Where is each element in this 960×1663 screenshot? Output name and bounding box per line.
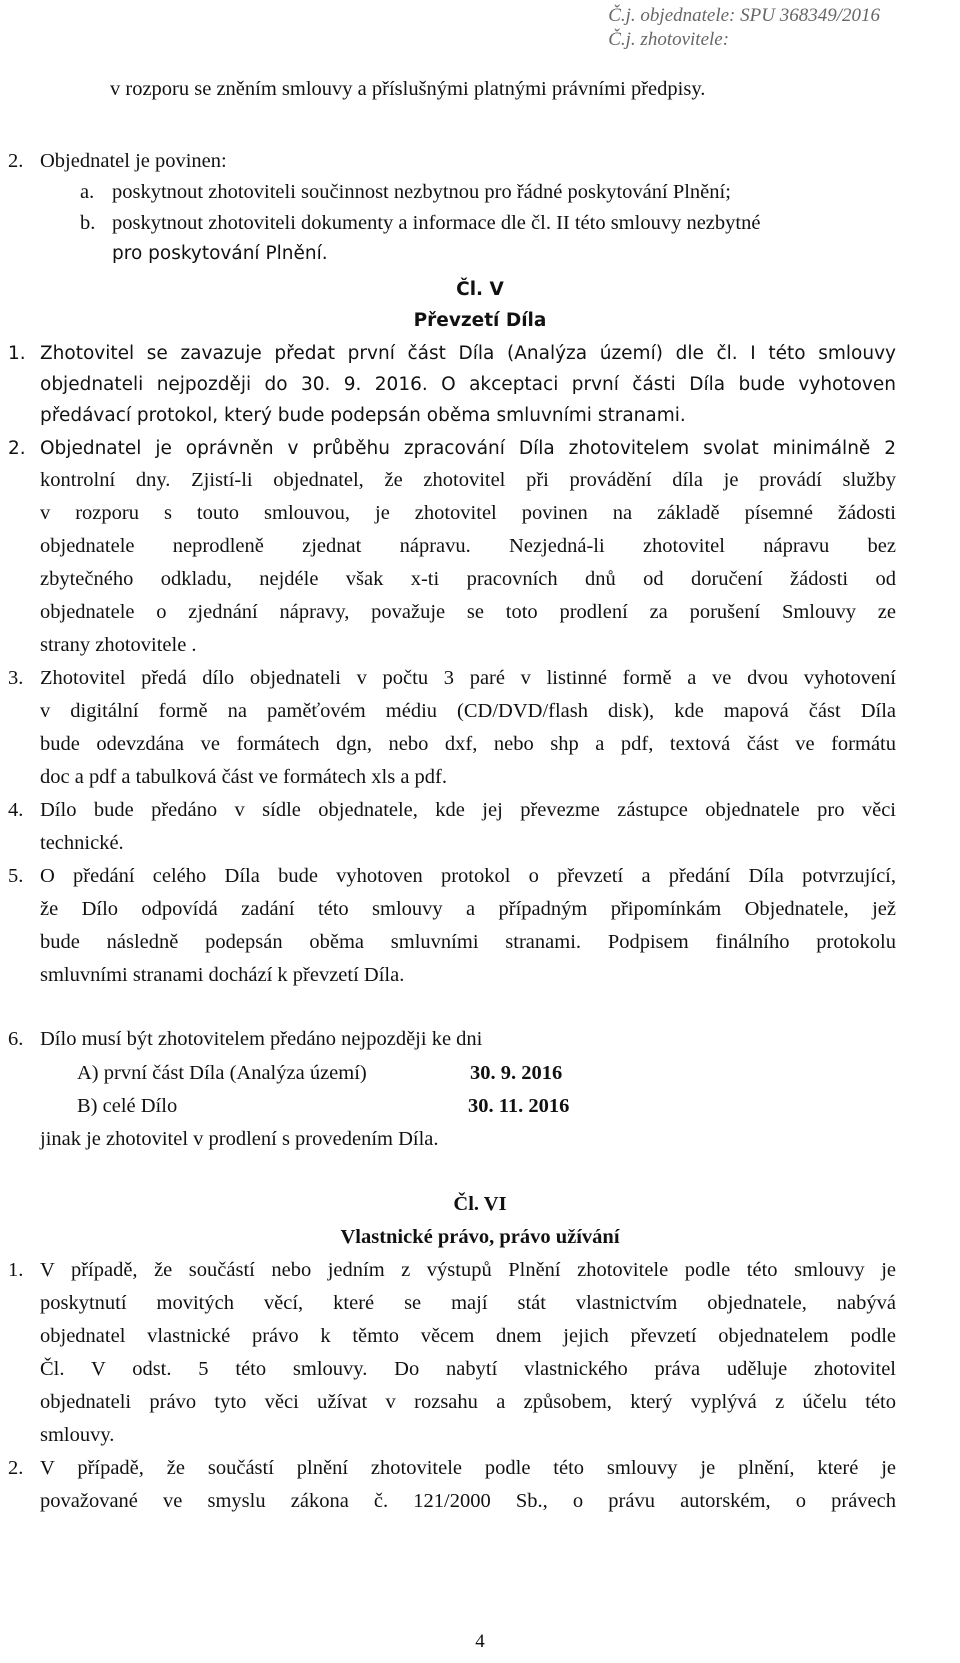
text-line: objednatele o zjednání nápravy, považuje se toto prodlení za porušení Smlouvy ze [40, 601, 896, 623]
article-heading: Čl. V [456, 279, 504, 300]
item-number: 2. [8, 1457, 24, 1479]
text-line: v rozporu se zněním smlouvy a příslušnými platnými právními předpisy. [110, 78, 706, 100]
text-line: Objednatel je oprávněn v průběhu zpracování Díla zhotovitelem svolat minimálně 2 [40, 438, 896, 459]
article-title: Vlastnické právo, právo užívání [340, 1226, 620, 1248]
text-line: Dílo musí být zhotovitelem předáno nejpozději ke dni [40, 1028, 483, 1050]
text-line: v digitální formě na paměťovém médiu (CD/DVD/flash disk), kde mapová část Díla [40, 700, 896, 722]
item-letter: b. [80, 212, 96, 234]
text-line: poskytnout zhotoviteli dokumenty a informace dle čl. II této smlouvy nezbytné [112, 212, 761, 234]
item-letter: a. [80, 181, 95, 203]
item-number: 1. [8, 343, 26, 364]
deadline-date-b: 30. 11. 2016 [468, 1095, 570, 1117]
text-line: Čl. V odst. 5 této smlouvy. Do nabytí vlastnického práva uděluje zhotovitel [40, 1358, 896, 1380]
page-number: 4 [475, 1631, 485, 1652]
item-number: 4. [8, 799, 24, 821]
text-line: jinak je zhotovitel v prodlení s provedením Díla. [40, 1128, 439, 1150]
text-line: poskytnutí movitých věcí, které se mají stát vlastnictvím objednatele, nabývá [40, 1292, 896, 1314]
text-line: že Dílo odpovídá zadání této smlouvy a případným připomínkám Objednatele, jež [40, 898, 896, 920]
text-line: objednateli právo tyto věci užívat v rozsahu a způsobem, který vyplývá z účelu této [40, 1391, 896, 1413]
item-number: 3. [8, 667, 24, 689]
text-line: kontrolní dny. Zjistí-li objednatel, že zhotovitel při provádění díla je provádí služby [40, 469, 896, 491]
text-line: O předání celého Díla bude vyhotoven protokol o převzetí a předání Díla potvrzující, [40, 865, 896, 887]
text-line: smlouvy. [40, 1424, 115, 1446]
article-title: Převzetí Díla [413, 310, 547, 331]
text-line: v rozporu s touto smlouvou, je zhotovitel povinen na základě písemné žádosti [40, 502, 896, 524]
text-line: pro poskytování Plnění. [112, 243, 328, 264]
text-line: technické. [40, 832, 124, 854]
text-line: Dílo bude předáno v sídle objednatele, kde jej převezme zástupce objednatele pro věci [40, 799, 896, 821]
text-line: bude následně podepsán oběma smluvními stranami. Podpisem finálního protokolu [40, 931, 896, 953]
header-line-1: Č.j. objednatele: SPU 368349/2016 [608, 5, 880, 26]
reference-header [608, 4, 880, 52]
text-line: Zhotovitel se zavazuje předat první část Díla (Analýza území) dle čl. I této smlouvy [40, 343, 896, 364]
item-number: 2. [8, 438, 26, 459]
deadline-label-b: B) celé Dílo [77, 1095, 178, 1117]
text-line: objednatel vlastnické právo k těmto věcem dnem jejich převzetí objednatelem podle [40, 1325, 896, 1347]
text-line: poskytnout zhotoviteli součinnost nezbytnou pro řádné poskytování Plnění; [112, 181, 731, 203]
text-line: zbytečného odkladu, nejdéle však x-ti pracovních dnů od doručení žádosti od [40, 568, 896, 590]
deadline-label-a: A) první část Díla (Analýza území) [77, 1062, 367, 1084]
text-line: Objednatel je povinen: [40, 150, 227, 172]
text-line: smluvními stranami dochází k převzetí Díla. [40, 964, 405, 986]
text-line: předávací protokol, který bude podepsán oběma smluvními stranami. [40, 405, 686, 426]
item-number: 6. [8, 1028, 24, 1050]
item-number: 5. [8, 865, 24, 887]
text-line: Zhotovitel předá dílo objednateli v počtu 3 paré v listinné formě a ve dvou vyhotovení [40, 667, 896, 689]
text-line: považované ve smyslu zákona č. 121/2000 Sb., o právu autorském, o právech [40, 1490, 896, 1512]
header-line-2: Č.j. zhotovitele: [608, 29, 730, 50]
text-line: strany zhotovitele . [40, 634, 197, 656]
item-number: 1. [8, 1259, 24, 1281]
text-line: objednateli nejpozději do 30. 9. 2016. O akceptaci první části Díla bude vyhotoven [40, 374, 896, 395]
text-line: objednatele neprodleně zjednat nápravu. Nezjedná-li zhotovitel nápravu bez [40, 535, 896, 557]
deadline-date-a: 30. 9. 2016 [470, 1062, 563, 1084]
text-line: bude odevzdána ve formátech dgn, nebo dxf, nebo shp a pdf, textová část ve formátu [40, 733, 896, 755]
text-line: V případě, že součástí plnění zhotovitele podle této smlouvy je plnění, které je [40, 1457, 896, 1479]
article-heading: Čl. VI [453, 1193, 507, 1215]
item-number: 2. [8, 150, 24, 172]
text-line: V případě, že součástí nebo jedním z výstupů Plnění zhotovitele podle této smlouvy je [40, 1259, 896, 1281]
text-line: doc a pdf a tabulková část ve formátech xls a pdf. [40, 766, 447, 788]
